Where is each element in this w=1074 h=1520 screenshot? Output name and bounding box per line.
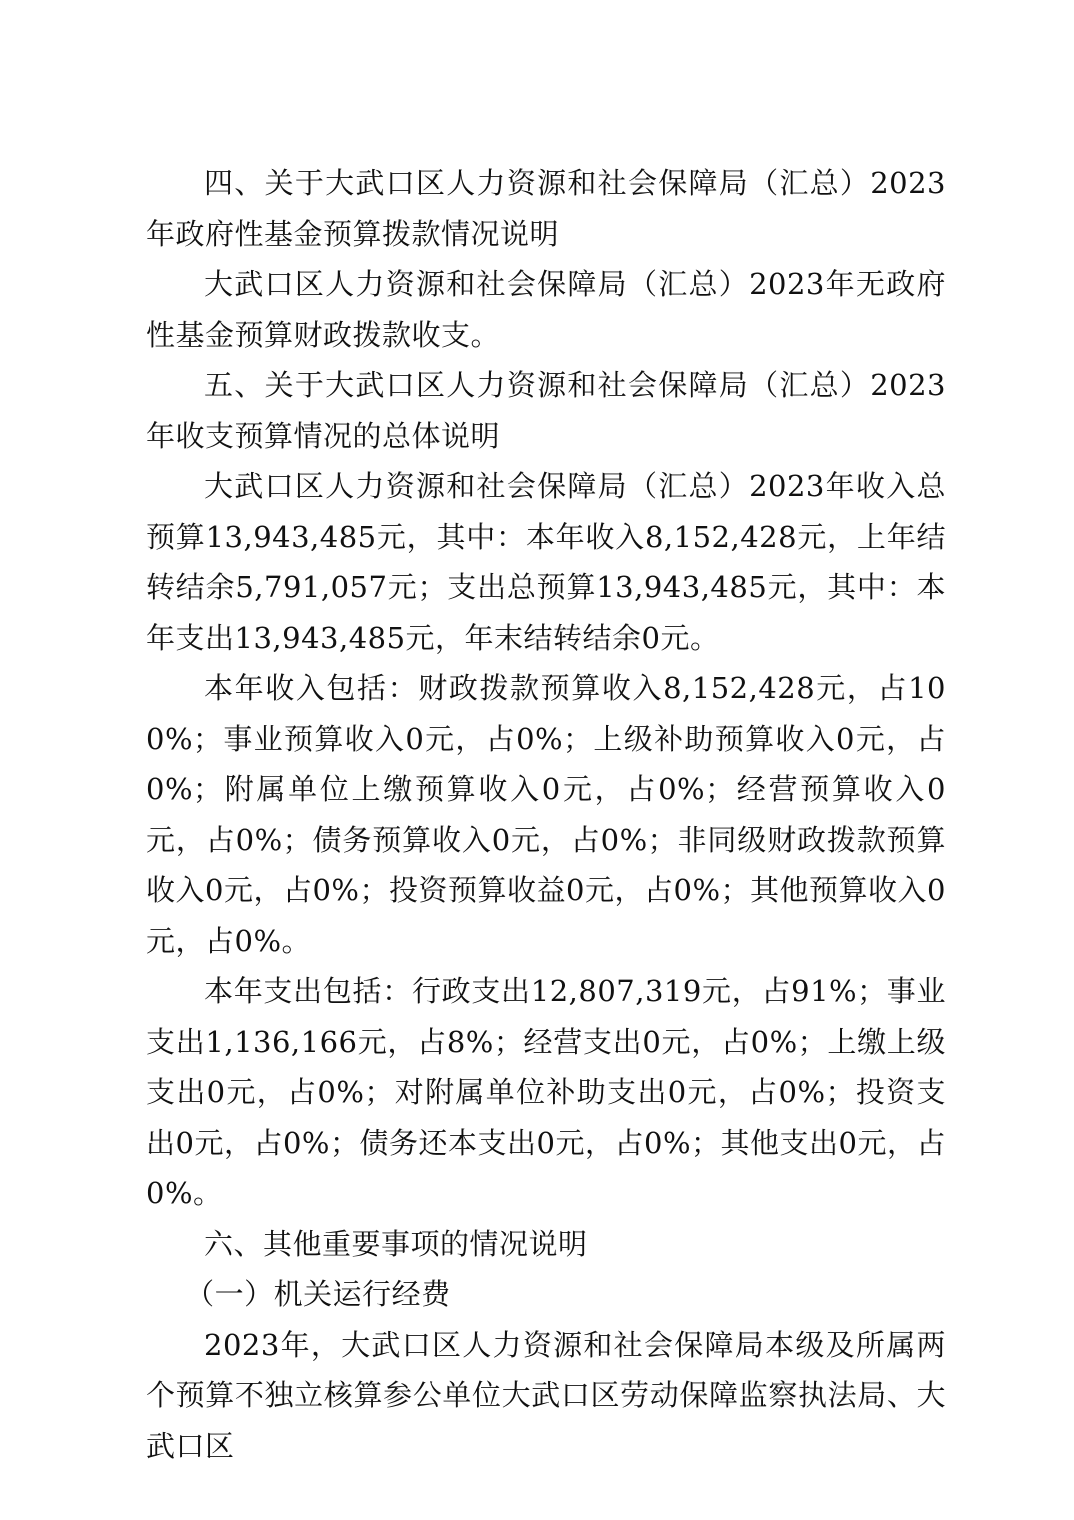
section-6-subsection-1-body: 2023年，大武口区人力资源和社会保障局本级及所属两个预算不独立核算参公单位大武口区劳动保障监察执法局、大武口区 bbox=[146, 1327, 946, 1463]
section-4-heading: 四、关于大武口区人力资源和社会保障局（汇总）2023年政府性基金预算拨款情况说明 bbox=[146, 166, 946, 251]
section-5-heading: 五、关于大武口区人力资源和社会保障局（汇总）2023年收支预算情况的总体说明 bbox=[146, 368, 946, 453]
section-5-income-breakdown: 本年收入包括：财政拨款预算收入8,152,428元，占100%；事业预算收入0元，占0%；上级补助预算收入0元，占0%；附属单位上缴预算收入0元，占0%；经营预算收入0元，占0%；债务预算收入0元，占0%；非同级财政拨款预算收入0元，占0%；投资预算收益0元，占0%；其他预算收入0元，占0%。 bbox=[146, 671, 946, 958]
section-5-expense-breakdown: 本年支出包括：行政支出12,807,319元，占91%；事业支出1,136,166元，占8%；经营支出0元，占0%；上缴上级支出0元，占0%；对附属单位补助支出0元，占0%；投资支出0元，占0%；债务还本支出0元，占0%；其他支出0元，占0%。 bbox=[146, 974, 946, 1210]
document-page bbox=[146, 158, 946, 1471]
section-5-summary: 大武口区人力资源和社会保障局（汇总）2023年收入总预算13,943,485元，其中：本年收入8,152,428元，上年结转结余5,791,057元；支出总预算13,943,485元，其中：本年支出13,943,485元，年末结转结余0元。 bbox=[146, 469, 946, 655]
section-6-subsection-1-heading: （一）机关运行经费 bbox=[185, 1277, 451, 1311]
section-6-heading: 六、其他重要事项的情况说明 bbox=[204, 1226, 588, 1261]
section-4-body: 大武口区人力资源和社会保障局（汇总）2023年无政府性基金预算财政拨款收支。 bbox=[146, 267, 946, 352]
